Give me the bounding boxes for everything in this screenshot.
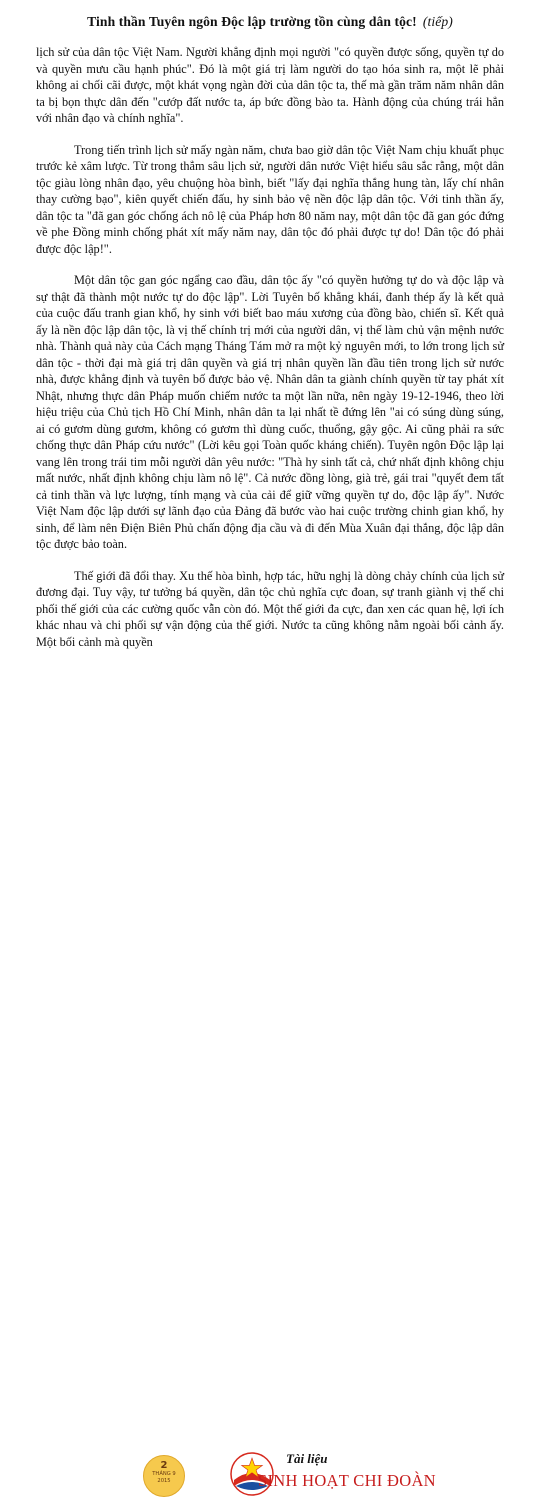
- page-number-badge: [143, 1455, 185, 1497]
- issue-month: THÁNG 9: [152, 1471, 176, 1477]
- article-body: [36, 44, 504, 650]
- paragraph: Một dân tộc gan góc ngẩng cao đầu, dân tộc ấy "có quyền hưởng tự do và độc lập và sự thật đã thành một nước tự do độc lập". Lời Tuyên bố khẳng khái, đanh thép ấy là kết quả của cuộc đấu tranh gian khổ, hy sinh với biết bao máu xương của đồng bào, chiến sĩ. Kết quả ấy là nền độc lập dân tộc, là vị thế chính trị mới của người dân, vị thế làm chủ vận mệnh nước nhà. Thành quả này của Cách mạng Tháng Tám mở ra một kỷ nguyên mới, to lớn trong lịch sử dân tộc - thời đại mà giá trị dân quyền và giá trị nhân quyền lần đầu tiên trong lịch sử nước nhà, được khẳng định và tuyên bố được bảo vệ. Nhân dân ta giành chính quyền từ tay phát xít Nhật, nhưng thực dân Pháp muốn chiếm nước ta một lần nữa, nên ngày 19-12-1946, theo lời hiệu triệu của Chủ tịch Hồ Chí Minh, nhân dân ta lại nhất tề đứng lên "ai có súng dùng súng, ai có gươm dùng gươm, không có gươm thì dùng cuốc, thuổng, gậy gộc. Ai cũng phải ra sức chống thực dân Pháp cứu nước" (Lời kêu gọi Toàn quốc kháng chiến). Tuyên ngôn Độc lập lại vang lên trong trái tim mỗi người dân yêu nước: "Thà hy sinh tất cả, chứ nhất định không chịu mất nước, nhất định không chịu làm nô lệ". Cả nước đồng lòng, già trẻ, gái trai "quyết đem tất cả tinh thần và lực lượng, tính mạng và của cải để giữ vững quyền tự do, độc lập ấy". Nước Việt Nam độc lập dưới sự lãnh đạo của Đảng đã bước vào hai cuộc trường chinh gian khổ, hy sinh, để làm nên Điện Biên Phủ chấn động địa cầu và đi đến Mùa Xuân đại thắng, độc lập dân tộc được bảo toàn.: [36, 273, 504, 551]
- paragraph: Trong tiến trình lịch sử mấy ngàn năm, chưa bao giờ dân tộc Việt Nam chịu khuất phục trước kẻ xâm lược. Từ trong thẳm sâu lịch sử, người dân nước Việt hiểu sâu sắc rằng, một dân tộc giàu lòng nhân đạo, yêu chuộng hòa bình, biết "lấy đại nghĩa thắng hung tàn, lấy chí nhân thay cường bạo", kiên quyết chiến đấu, hy sinh bảo vệ nền độc lập dân tộc. Với tinh thần ấy, dân tộc ta "đã gan góc chống ách nô lệ của Pháp hơn 80 năm nay, một dân tộc đã gan góc đứng về phe Đồng minh chống phát xít mấy năm nay, dân tộc đó phải được tự do! Dân tộc đó phải được độc lập!".: [36, 142, 504, 256]
- continued-label: (tiếp): [422, 14, 453, 29]
- page-footer: [0, 724, 540, 1490]
- page-title: [0, 14, 540, 30]
- issue-year: 2015: [157, 1478, 171, 1484]
- page-number: 2: [160, 1460, 168, 1471]
- paragraph: lịch sử của dân tộc Việt Nam. Người khẳng định mọi người "có quyền được sống, quyền tự do và quyền mưu cầu hạnh phúc". Đó là một giá trị làm người do tạo hóa sinh ra, một lẽ phải không ai chối cãi được, một khát vọng ngàn đời của dân tộc ta, thế mà gần trăm năm nhân dân ta bị bọn thực dân đến "cướp đất nước ta, áp bức đồng bào ta. Hành động của chúng trái hẳn với nhân đạo và chính nghĩa".: [36, 45, 504, 125]
- series-name: SINH HOẠT CHI ĐOÀN: [258, 1471, 436, 1490]
- paragraph: Thế giới đã đổi thay. Xu thế hòa bình, hợp tác, hữu nghị là dòng chảy chính của lịch sử đương đại. Tuy vậy, tư tưởng bá quyền, dân tộc chủ nghĩa cực đoan, sự tranh giành vị thế chi phối thế giới của các cường quốc vẫn còn đó. Một thế giới đa cực, đan xen các quan hệ, lợi ích khác nhau và chi phối sự vận động của thế giới. Nước ta cũng không nằm ngoài bối cảnh ấy. Một bối cảnh mà quyền: [36, 568, 504, 649]
- title-text: Tinh thần Tuyên ngôn Độc lập trường tồn cùng dân tộc!: [87, 14, 417, 29]
- footer-label: Tài liệu: [286, 1451, 328, 1466]
